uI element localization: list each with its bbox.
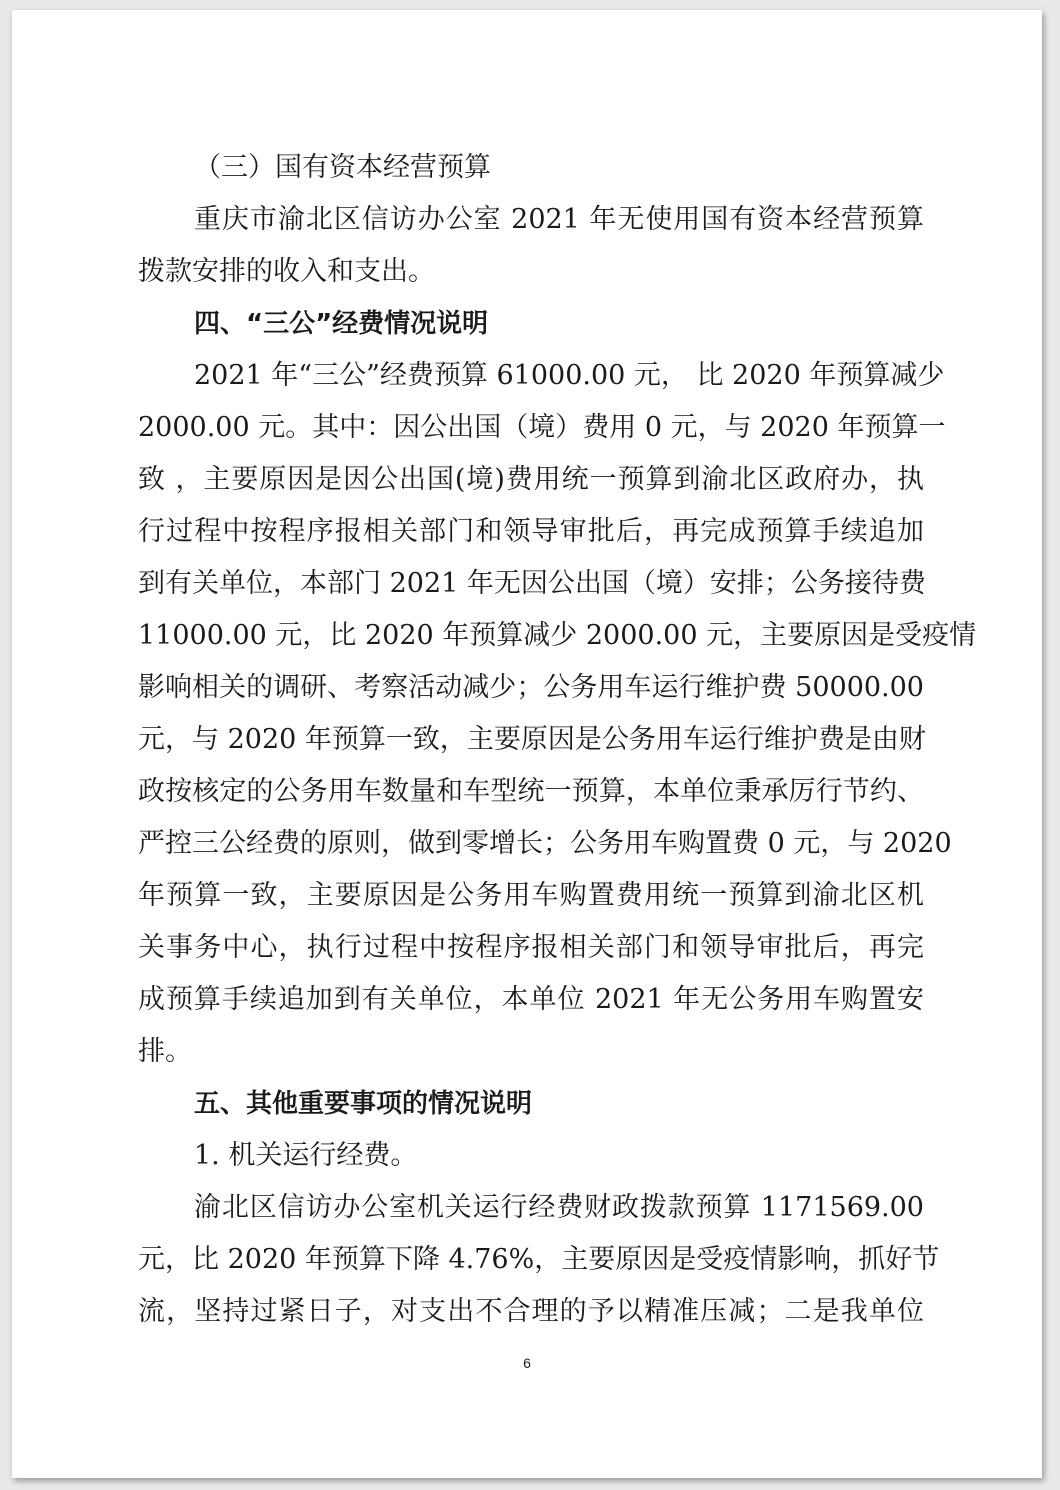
paragraph-line: 拨款安排的收入和支出。 — [138, 256, 435, 287]
paragraph-line: 渝北区信访办公室机关运行经费财政拨款预算 1171569.00 — [194, 1192, 924, 1223]
paragraph-line: 年预算一致，主要原因是公务用车购置费用统一预算到渝北区机 — [138, 880, 924, 911]
paragraph-line: 政按核定的公务用车数量和车型统一预算，本单位秉承厉行节约、 — [138, 776, 924, 807]
paragraph-line: 影响相关的调研、考察活动减少；公务用车运行维护费 50000.00 — [138, 672, 924, 703]
paragraph-line: 11000.00 元，比 2020 年预算减少 2000.00 元，主要原因是受疫情 — [138, 620, 977, 651]
document-page — [12, 10, 1042, 1478]
list-item-heading: 1. 机关运行经费。 — [194, 1140, 418, 1171]
section-heading-4: 四、“三公”经费情况说明 — [194, 309, 489, 339]
paragraph-line: 流，坚持过紧日子，对支出不合理的予以精准压减；二是我单位 — [138, 1296, 924, 1327]
paragraph-line: 严控三公经费的原则，做到零增长；公务用车购置费 0 元，与 2020 — [138, 828, 952, 859]
paragraph-line: 排。 — [138, 1036, 192, 1067]
paragraph-line: 关事务中心，执行过程中按程序报相关部门和领导审批后，再完 — [138, 932, 924, 963]
section-heading-3: （三）国有资本经营预算 — [194, 152, 491, 183]
paragraph-line: 2021 年“三公”经费预算 61000.00 元， 比 2020 年预算减少 — [194, 360, 945, 391]
paragraph-line: 致 ，主要原因是因公出国(境)费用统一预算到渝北区政府办，执 — [138, 464, 924, 495]
paragraph-line: 到有关单位，本部门 2021 年无因公出国（境）安排；公务接待费 — [138, 568, 926, 599]
page-number: 6 — [523, 1355, 531, 1371]
paragraph-line: 元，与 2020 年预算一致，主要原因是公务用车运行维护费是由财 — [138, 724, 926, 755]
paragraph-line: 元，比 2020 年预算下降 4.76%，主要原因是受疫情影响，抓好节 — [138, 1244, 940, 1275]
paragraph-line: 成预算手续追加到有关单位，本单位 2021 年无公务用车购置安 — [138, 984, 924, 1015]
document-body — [138, 142, 977, 1338]
paragraph-line: 重庆市渝北区信访办公室 2021 年无使用国有资本经营预算 — [194, 204, 924, 235]
section-heading-5: 五、其他重要事项的情况说明 — [194, 1089, 533, 1119]
paragraph-line: 2000.00 元。其中：因公出国（境）费用 0 元，与 2020 年预算一 — [138, 412, 946, 443]
paragraph-line: 行过程中按程序报相关部门和领导审批后，再完成预算手续追加 — [138, 516, 924, 547]
